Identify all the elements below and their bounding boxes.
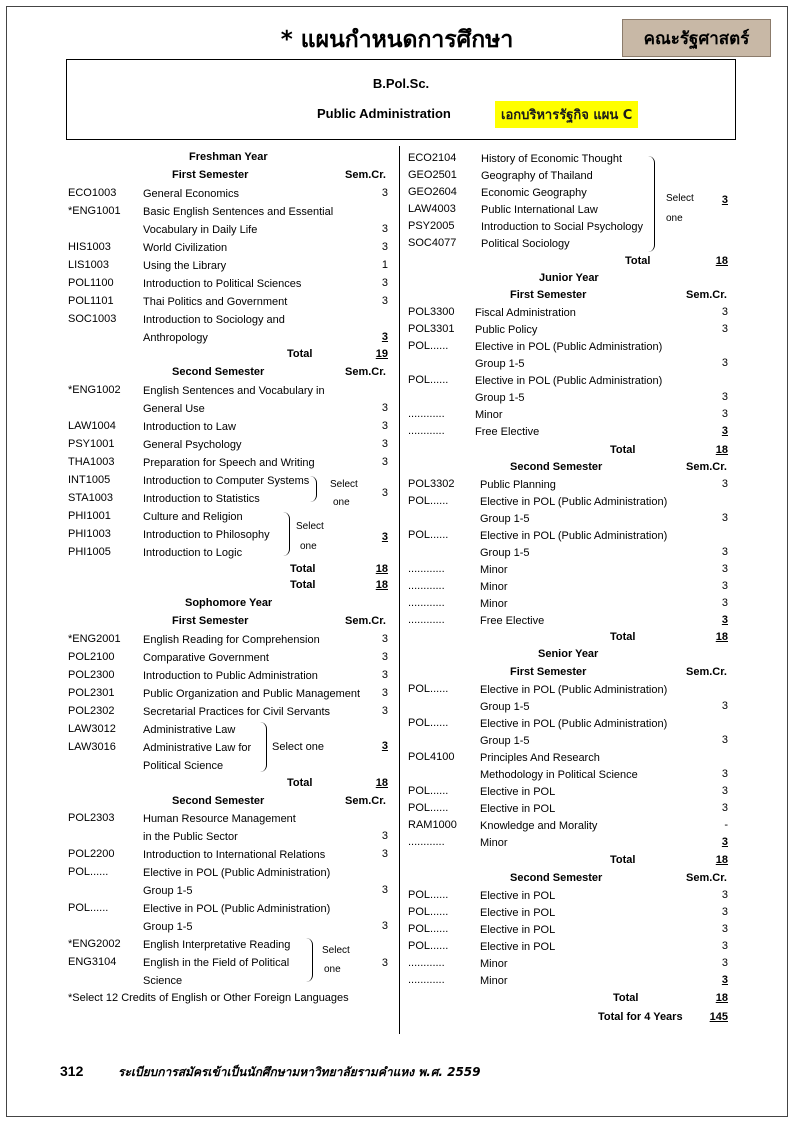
s2-course-credit: 3 [381, 830, 388, 842]
sr1-course-credit: 3 [721, 734, 728, 746]
j1-course-name: Elective in POL (Public Administration) [475, 341, 663, 353]
sr2-course-name: Minor [480, 958, 508, 970]
sr1-course-name: Group 1-5 [480, 701, 530, 713]
eng-one-label: one [324, 964, 341, 975]
f1-course-name: Introduction to Sociology and [143, 314, 285, 326]
j2-course-credit: 3 [721, 478, 728, 490]
s2-course-code: ENG3104 [68, 956, 117, 968]
s1-course-name: Administrative Law [143, 724, 236, 736]
sr2-course-name: Elective in POL [480, 907, 556, 919]
s2c-course-code: ECO2104 [408, 152, 457, 164]
s1-course-credit: 3 [381, 651, 388, 663]
f1-course-credit: 3 [381, 295, 388, 307]
s2c-course-code: SOC4077 [408, 237, 457, 249]
f1-course-credit: 3 [381, 187, 388, 199]
sr1-course-name: Principles And Research [480, 752, 600, 764]
j1-course-name: Group 1-5 [475, 392, 525, 404]
sr1-course-name: Knowledge and Morality [480, 820, 598, 832]
s1-course-code: POL2300 [68, 669, 115, 681]
j2-course-code: ............ [408, 597, 445, 609]
f1-course-name: World Civilization [143, 242, 228, 254]
j2-course-credit: 3 [721, 512, 728, 524]
s2c-course-name: Political Sociology [481, 238, 570, 250]
sr1-course-code: POL...... [408, 717, 449, 729]
sr2-course-code: POL...... [408, 940, 449, 952]
sr2-course-name: Elective in POL [480, 924, 556, 936]
j2-course-code: ............ [408, 614, 445, 626]
english-note: *Select 12 Credits of English or Other Foreign Languages [68, 992, 349, 1004]
s2c-total-label: Total [625, 255, 651, 267]
s2-course-credit: 3 [381, 848, 388, 860]
j2-course-name: Group 1-5 [480, 513, 530, 525]
degree-label: B.Pol.Sc. [372, 76, 430, 91]
sr1-course-code: RAM1000 [408, 819, 457, 831]
f2-course-code: PHI1003 [68, 528, 111, 540]
s2c-course-code: PSY2005 [408, 220, 455, 232]
sr1-course-code: POL4100 [408, 751, 455, 763]
f1-course-name: Using the Library [143, 260, 227, 272]
sr2-course-code: POL...... [408, 923, 449, 935]
s2-course-name: Human Resource Management [143, 813, 296, 825]
junior-second-heading: Second Semester [510, 461, 603, 473]
freshman-second-heading: Second Semester [172, 366, 265, 378]
f1-course-code: HIS1003 [68, 241, 111, 253]
sr2-course-credit: 3 [721, 957, 728, 969]
j1-course-name: Fiscal Administration [475, 307, 576, 319]
sr1-course-code: POL...... [408, 802, 449, 814]
eco-select-label: Select [666, 193, 694, 204]
j1-course-credit: 3 [721, 323, 728, 335]
s1-course-code: LAW3016 [68, 741, 116, 753]
s1-course-code: LAW3012 [68, 723, 116, 735]
senior-heading: Senior Year [538, 648, 599, 660]
sr1-course-name: Elective in POL (Public Administration) [480, 684, 668, 696]
s1-course-name: Introduction to Public Administration [143, 670, 318, 682]
sr2-course-credit: 3 [721, 940, 728, 952]
sr2-course-code: ............ [408, 974, 445, 986]
eng-group-credit: 3 [381, 957, 388, 969]
j1-course-code: POL...... [408, 340, 449, 352]
phi-select-label: Select [296, 521, 324, 532]
sr2-course-credit: 3 [721, 906, 728, 918]
sr2-course-code: POL...... [408, 906, 449, 918]
s2-course-code: POL2303 [68, 812, 115, 824]
j1-course-code: ............ [408, 425, 445, 437]
eco-group-credit: 3 [721, 194, 728, 206]
j1-course-name: Public Policy [475, 324, 538, 336]
sr1-course-credit: 3 [721, 785, 728, 797]
f2-course-name: English Sentences and Vocabulary in [143, 385, 325, 397]
f2-course-name: Introduction to Computer Systems [143, 475, 310, 487]
j2-course-name: Minor [480, 581, 508, 593]
sr2-course-code: POL...... [408, 889, 449, 901]
f2-course-code: PSY1001 [68, 438, 115, 450]
sr1-course-code: POL...... [408, 683, 449, 695]
s2-course-code: POL...... [68, 866, 109, 878]
freshman-first-heading: First Semester [172, 169, 249, 181]
f1-course-name: Vocabulary in Daily Life [143, 224, 258, 236]
f2-course-name: Preparation for Speech and Writing [143, 457, 315, 469]
int-group-credit: 3 [381, 487, 388, 499]
int-group-brace [310, 476, 317, 502]
f2-course-code: PHI1005 [68, 546, 111, 558]
s2-course-name: English in the Field of Political [143, 957, 290, 969]
s2c-course-name: Public International Law [481, 204, 598, 216]
semcr-label: Sem.Cr. [686, 461, 727, 473]
sr2-course-name: Elective in POL [480, 941, 556, 953]
s2-course-name: English Interpretative Reading [143, 939, 291, 951]
s1-course-name: Administrative Law for [143, 742, 252, 754]
j1-course-credit: 3 [721, 357, 728, 369]
j2-course-code: ............ [408, 563, 445, 575]
j1-course-code: POL3300 [408, 306, 455, 318]
semcr-label: Sem.Cr. [686, 666, 727, 678]
law-select-label: Select one [272, 741, 324, 753]
f2-course-code: LAW1004 [68, 420, 116, 432]
f1-course-name: Anthropology [143, 332, 208, 344]
sophomore-heading: Sophomore Year [185, 597, 273, 609]
s2-course-name: Science [143, 975, 183, 987]
semcr-label: Sem.Cr. [686, 289, 727, 301]
freshman-heading: Freshman Year [189, 151, 268, 163]
f1-course-code: ECO1003 [68, 187, 117, 199]
f1-course-name: Basic English Sentences and Essential [143, 206, 334, 218]
sr1-course-name: Elective in POL [480, 803, 556, 815]
s2c-course-name: Geography of Thailand [481, 170, 593, 182]
page-frame [6, 6, 788, 1117]
f1-course-name: Introduction to Political Sciences [143, 278, 302, 290]
phi-group-brace [283, 512, 290, 556]
sr1-course-name: Group 1-5 [480, 735, 530, 747]
s2-course-credit: 3 [381, 920, 388, 932]
sr2-course-name: Elective in POL [480, 890, 556, 902]
law-group-credit: 3 [381, 740, 388, 752]
s1-course-name: Public Organization and Public Management [143, 688, 361, 700]
footer-text: ระเบียบการสมัครเข้าเป็นนักศึกษามหาวิทยาลัยรามคำแหง พ.ศ. 2559 [118, 1065, 481, 1079]
j2-course-credit: 3 [721, 546, 728, 558]
s2-course-code: POL2200 [68, 848, 115, 860]
program-label: Public Administration [317, 106, 451, 121]
law-group-brace [260, 722, 267, 772]
j1-course-credit: 3 [721, 306, 728, 318]
semcr-label: Sem.Cr. [345, 366, 386, 378]
sr1-course-credit: 3 [721, 700, 728, 712]
j1-course-credit: 3 [721, 425, 728, 437]
s2-course-name: Elective in POL (Public Administration) [143, 903, 331, 915]
page-number: 312 [60, 1063, 84, 1079]
f2-total-b-value: 18 [375, 579, 388, 591]
j1-total-value: 18 [715, 444, 728, 456]
f1-course-credit: 3 [381, 331, 388, 343]
int-select-label: Select [330, 479, 358, 490]
semcr-label: Sem.Cr. [345, 615, 386, 627]
s1-course-credit: 3 [381, 669, 388, 681]
s2c-course-code: GEO2501 [408, 169, 457, 181]
eco-one-label: one [666, 213, 683, 224]
s2-course-name: Group 1-5 [143, 921, 193, 933]
f2-course-name: Introduction to Philosophy [143, 529, 270, 541]
s2c-total-value: 18 [715, 255, 728, 267]
f1-course-credit: 3 [381, 277, 388, 289]
faculty-badge: คณะรัฐศาสตร์ [622, 19, 771, 57]
f1-course-code: LIS1003 [68, 259, 109, 271]
f2-course-credit: 3 [381, 438, 388, 450]
j2-course-code: ............ [408, 580, 445, 592]
semcr-label: Sem.Cr. [345, 169, 386, 181]
sophomore-second-heading: Second Semester [172, 795, 265, 807]
sr2-course-credit: 3 [721, 974, 728, 986]
sophomore-first-heading: First Semester [172, 615, 249, 627]
f1-course-credit: 3 [381, 241, 388, 253]
s2c-course-name: Introduction to Social Psychology [481, 221, 644, 233]
semcr-label: Sem.Cr. [686, 872, 727, 884]
j2-course-name: Minor [480, 564, 508, 576]
s1-course-credit: 3 [381, 633, 388, 645]
sr1-course-credit: 3 [721, 802, 728, 814]
s1-course-code: POL2301 [68, 687, 115, 699]
j2-course-credit: 3 [721, 614, 728, 626]
j2-course-name: Group 1-5 [480, 547, 530, 559]
j1-course-name: Elective in POL (Public Administration) [475, 375, 663, 387]
sr2-course-credit: 3 [721, 889, 728, 901]
f1-total-label: Total [287, 348, 313, 360]
f1-course-name: General Economics [143, 188, 239, 200]
sr1-course-name: Methodology in Political Science [480, 769, 638, 781]
j2-course-name: Minor [480, 598, 508, 610]
f2-course-name: Introduction to Statistics [143, 493, 260, 505]
senior-first-heading: First Semester [510, 666, 587, 678]
j2-course-credit: 3 [721, 597, 728, 609]
j1-course-name: Group 1-5 [475, 358, 525, 370]
j1-total-label: Total [610, 444, 636, 456]
s1-course-code: *ENG2001 [68, 633, 121, 645]
s1-course-code: POL2302 [68, 705, 115, 717]
j2-course-name: Elective in POL (Public Administration) [480, 496, 668, 508]
total-4-years-label: Total for 4 Years [598, 1011, 683, 1023]
j2-course-credit: 3 [721, 563, 728, 575]
s2-course-code: POL...... [68, 902, 109, 914]
s2-course-code: *ENG2002 [68, 938, 121, 950]
f1-course-name: Thai Politics and Government [143, 296, 288, 308]
f1-course-code: POL1100 [68, 277, 114, 289]
s1-course-name: Political Science [143, 760, 224, 772]
junior-first-heading: First Semester [510, 289, 587, 301]
sr1-total-label: Total [610, 854, 636, 866]
scopy-total-value: 18 [375, 777, 388, 789]
f1-course-code: SOC1003 [68, 313, 117, 325]
j1-course-name: Free Elective [475, 426, 540, 438]
j2-course-name: Public Planning [480, 479, 556, 491]
j1-course-credit: 3 [721, 408, 728, 420]
eng-group-brace [306, 938, 313, 982]
j2-course-code: POL3302 [408, 478, 455, 490]
j1-course-code: POL...... [408, 374, 449, 386]
sr2-course-credit: 3 [721, 923, 728, 935]
total-4-years-value: 145 [709, 1011, 728, 1023]
s1-course-credit: 3 [381, 705, 388, 717]
scopy-total-label: Total [287, 777, 313, 789]
sr1-course-name: Minor [480, 837, 508, 849]
program-header [66, 59, 736, 140]
int-one-label: one [333, 497, 350, 508]
senior-second-heading: Second Semester [510, 872, 603, 884]
j2-course-name: Free Elective [480, 615, 545, 627]
s1-course-code: POL2100 [68, 651, 115, 663]
f1-course-code: POL1101 [68, 295, 114, 307]
j1-course-code: POL3301 [408, 323, 455, 335]
f1-course-credit: 3 [381, 223, 388, 235]
s2c-course-name: History of Economic Thought [481, 153, 623, 165]
sr2-course-code: ............ [408, 957, 445, 969]
f2-course-code: PHI1001 [68, 510, 111, 522]
sr1-course-code: POL...... [408, 785, 449, 797]
f2-total-a-value: 18 [375, 563, 388, 575]
column-divider [399, 146, 400, 1034]
j1-course-name: Minor [475, 409, 503, 421]
junior-heading: Junior Year [539, 272, 599, 284]
f2-course-name: Introduction to Law [143, 421, 236, 433]
sr1-course-credit: - [724, 819, 728, 831]
j2-course-credit: 3 [721, 580, 728, 592]
f2-course-name: General Use [143, 403, 205, 415]
sr1-total-value: 18 [715, 854, 728, 866]
j2-total-value: 18 [715, 631, 728, 643]
j1-course-code: ............ [408, 408, 445, 420]
f2-course-credit: 3 [381, 420, 388, 432]
f2-total-b-label: Total [290, 579, 316, 591]
s2-course-name: Introduction to International Relations [143, 849, 326, 861]
f1-total-value: 19 [375, 348, 388, 360]
s1-course-credit: 3 [381, 687, 388, 699]
f2-course-credit: 3 [381, 456, 388, 468]
s2c-course-name: Economic Geography [481, 187, 587, 199]
j2-course-code: POL...... [408, 495, 449, 507]
phi-group-credit: 3 [381, 531, 388, 543]
j2-course-code: POL...... [408, 529, 449, 541]
f2-course-code: THA1003 [68, 456, 115, 468]
j2-course-name: Elective in POL (Public Administration) [480, 530, 668, 542]
s2-course-name: Elective in POL (Public Administration) [143, 867, 331, 879]
f2-course-code: STA1003 [68, 492, 114, 504]
sr1-course-code: ............ [408, 836, 445, 848]
sr1-course-name: Elective in POL [480, 786, 556, 798]
s2c-course-code: GEO2604 [408, 186, 457, 198]
s1-course-name: English Reading for Comprehension [143, 634, 320, 646]
f2-total-a-label: Total [290, 563, 316, 575]
j1-course-credit: 3 [721, 391, 728, 403]
sr1-course-credit: 3 [721, 768, 728, 780]
eco-group-brace [648, 156, 655, 252]
f2-course-code: INT1005 [68, 474, 111, 486]
f2-course-name: Culture and Religion [143, 511, 243, 523]
s2-course-name: in the Public Sector [143, 831, 238, 843]
sr2-total-label: Total [613, 992, 639, 1004]
phi-one-label: one [300, 541, 317, 552]
f2-course-credit: 3 [381, 402, 388, 414]
f2-course-name: General Psychology [143, 439, 242, 451]
sr1-course-name: Elective in POL (Public Administration) [480, 718, 668, 730]
s2c-course-code: LAW4003 [408, 203, 456, 215]
page-title: * แผนกำหนดการศึกษา [280, 27, 514, 53]
sr2-total-value: 18 [715, 992, 728, 1004]
sr1-course-credit: 3 [721, 836, 728, 848]
eng-select-label: Select [322, 945, 350, 956]
f1-course-credit: 1 [381, 259, 388, 271]
f2-course-code: *ENG1002 [68, 384, 121, 396]
semcr-label: Sem.Cr. [345, 795, 386, 807]
f1-course-code: *ENG1001 [68, 205, 121, 217]
s2-course-credit: 3 [381, 884, 388, 896]
j2-total-label: Total [610, 631, 636, 643]
f2-course-name: Introduction to Logic [143, 547, 243, 559]
s1-course-name: Secretarial Practices for Civil Servants [143, 706, 331, 718]
s1-course-name: Comparative Government [143, 652, 269, 664]
s2-course-name: Group 1-5 [143, 885, 193, 897]
major-highlight: เอกบริหารรัฐกิจ แผน C [495, 101, 638, 128]
sr2-course-name: Minor [480, 975, 508, 987]
